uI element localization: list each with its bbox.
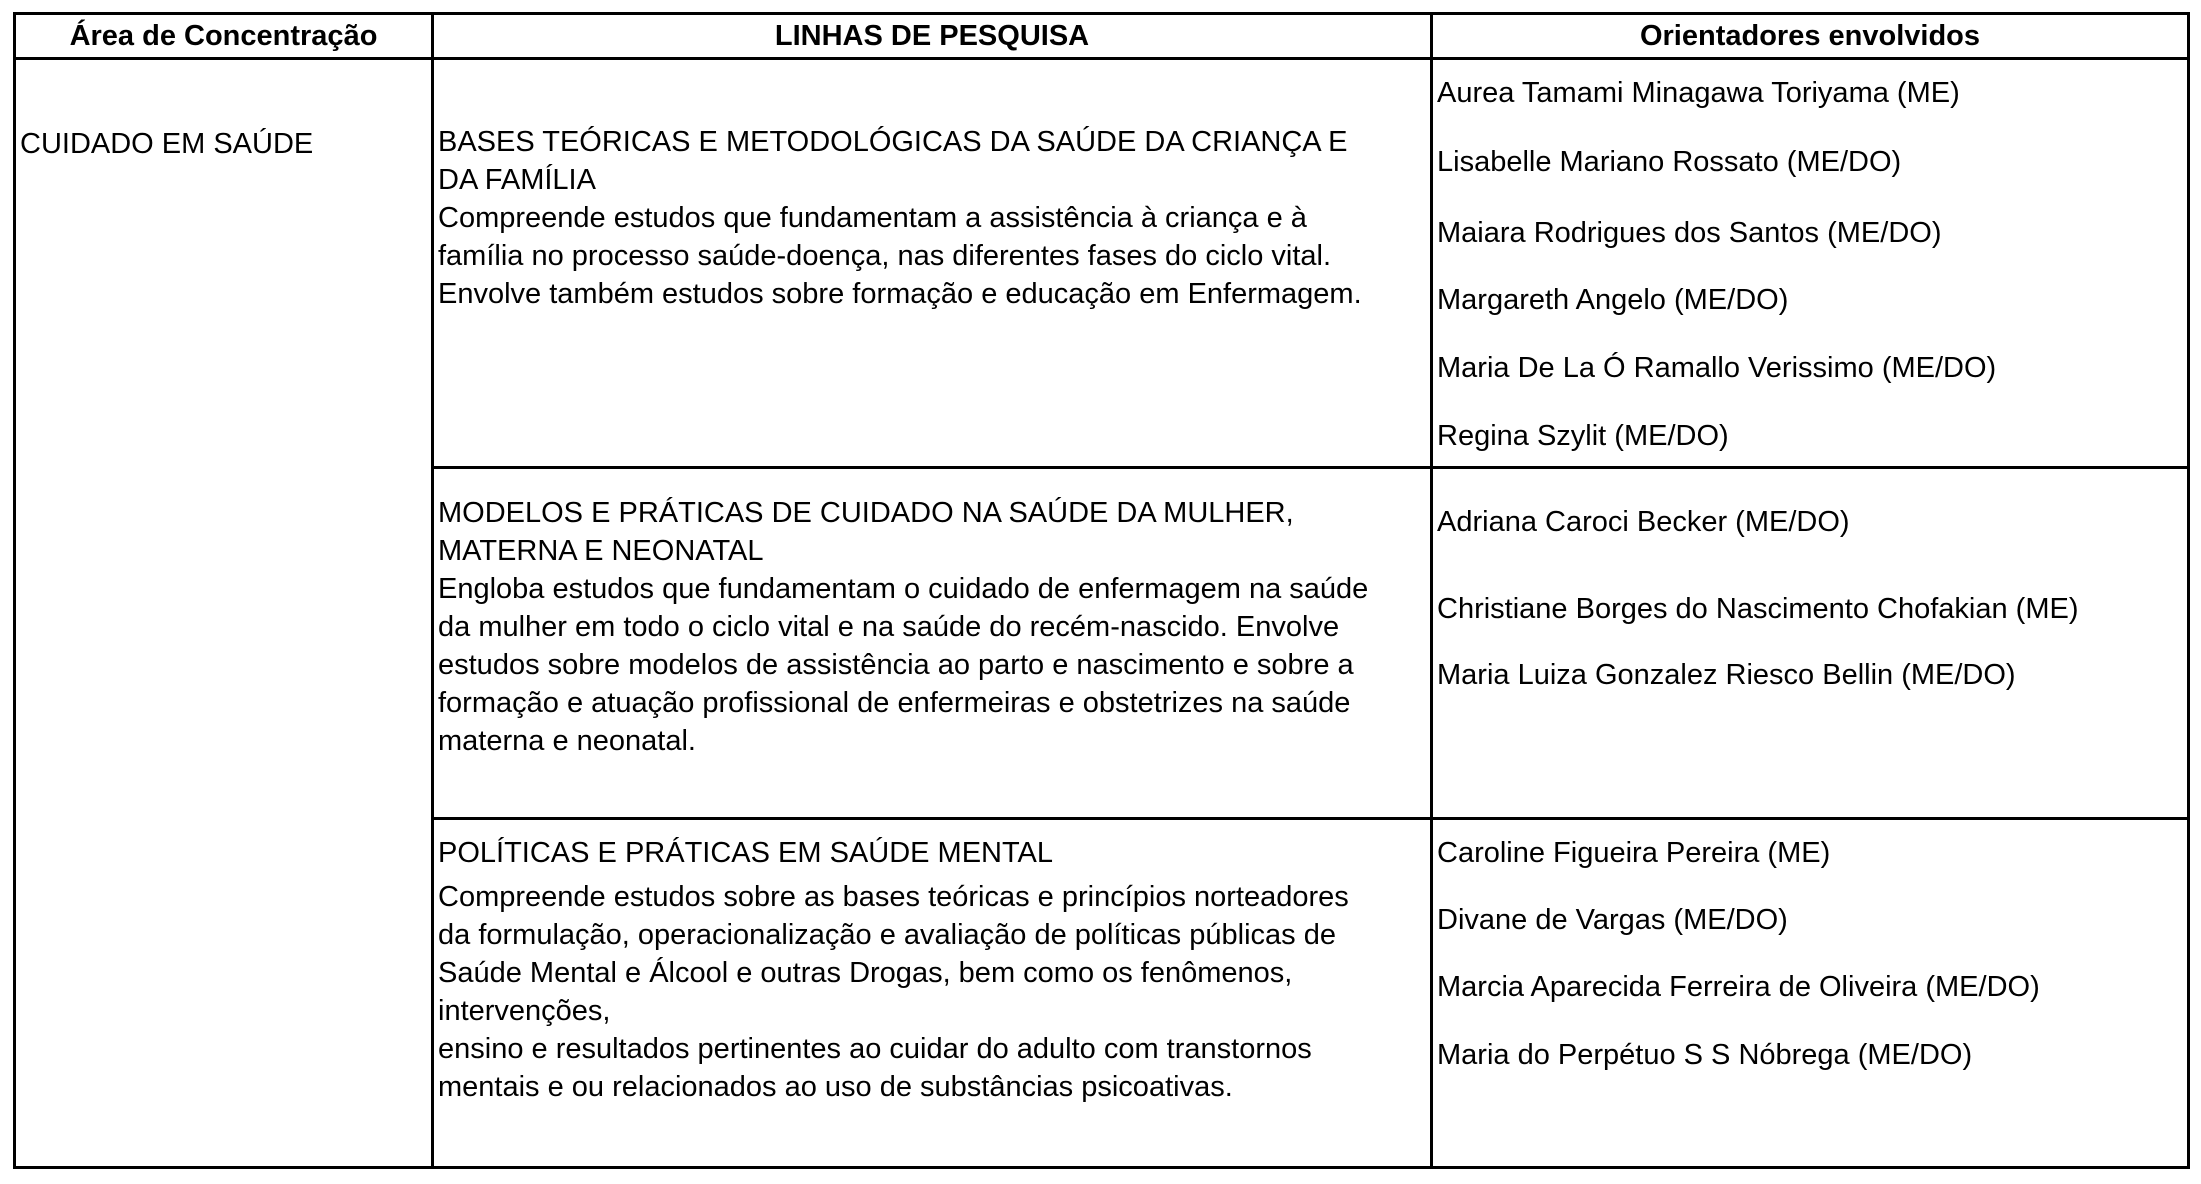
row-2-description-line: Engloba estudos que fundamentam o cuidado de enfermagem na saúde (438, 573, 1369, 605)
header-area: Área de Concentração (69, 19, 378, 52)
row-2-description-line: materna e neonatal. (438, 725, 696, 757)
row-divider-1 (431, 466, 2190, 469)
row-3-description-line: Compreende estudos sobre as bases teóricas e princípios norteadores (438, 881, 1349, 913)
column-divider-2 (1430, 12, 1433, 1169)
row-3-title-line: POLÍTICAS E PRÁTICAS EM SAÚDE MENTAL (438, 837, 1054, 869)
row-3-description-line: intervenções, (438, 995, 611, 1027)
advisor-name: Maria do Perpétuo S S Nóbrega (ME/DO) (1437, 1039, 1973, 1071)
table-border-bottom (13, 1166, 2190, 1169)
advisor-name: Marcia Aparecida Ferreira de Oliveira (ME/DO) (1437, 971, 2040, 1003)
row-2-description-line: da mulher em todo o ciclo vital e na saúde do recém-nascido. Envolve (438, 611, 1340, 643)
advisor-name: Margareth Angelo (ME/DO) (1437, 284, 1789, 316)
row-2-title-line: MATERNA E NEONATAL (438, 535, 764, 567)
header-orientadores: Orientadores envolvidos (1639, 19, 1981, 52)
row-1-description-line: família no processo saúde-doença, nas diferentes fases do ciclo vital. (438, 240, 1332, 272)
row-3-research-line (438, 834, 1349, 1106)
advisor-name: Christiane Borges do Nascimento Chofakian (ME) (1437, 593, 2079, 625)
area-value: CUIDADO EM SAÚDE (20, 128, 314, 160)
row-divider-2 (431, 817, 2190, 820)
advisor-name: Lisabelle Mariano Rossato (ME/DO) (1437, 146, 1902, 178)
row-3-description-line: mentais e ou relacionados ao uso de substâncias psicoativas. (438, 1071, 1233, 1103)
row-2-description-line: estudos sobre modelos de assistência ao parto e nascimento e sobre a (438, 649, 1354, 681)
row-3-description-line: Saúde Mental e Álcool e outras Drogas, bem como os fenômenos, (438, 957, 1293, 989)
advisor-name: Maria Luiza Gonzalez Riesco Bellin (ME/DO) (1437, 659, 2016, 691)
header-linhas: LINHAS DE PESQUISA (774, 19, 1090, 52)
row-2-title-line: MODELOS E PRÁTICAS DE CUIDADO NA SAÚDE DA MULHER, (438, 497, 1294, 529)
advisor-name: Adriana Caroci Becker (ME/DO) (1437, 506, 1850, 538)
row-1-title-line: DA FAMÍLIA (438, 164, 596, 196)
advisor-name: Maiara Rodrigues dos Santos (ME/DO) (1437, 217, 1942, 249)
row-1-title-line: BASES TEÓRICAS E METODOLÓGICAS DA SAÚDE DA CRIANÇA E (438, 126, 1348, 158)
row-1-description-line: Envolve também estudos sobre formação e educação em Enfermagem. (438, 278, 1362, 310)
advisor-name: Divane de Vargas (ME/DO) (1437, 904, 1788, 936)
row-1-description-line: Compreende estudos que fundamentam a assistência à criança e à (438, 202, 1307, 234)
column-divider-1 (431, 12, 434, 1169)
row-2-description-line: formação e atuação profissional de enfermeiras e obstetrizes na saúde (438, 687, 1351, 719)
advisor-name: Maria De La Ó Ramallo Verissimo (ME/DO) (1437, 352, 1997, 384)
advisor-name: Regina Szylit (ME/DO) (1437, 420, 1729, 452)
row-1-research-line (438, 123, 1362, 313)
advisor-name: Caroline Figueira Pereira (ME) (1437, 837, 1831, 869)
table-border-left (13, 12, 16, 1169)
row-3-description-line: ensino e resultados pertinentes ao cuidar do adulto com transtornos (438, 1033, 1312, 1065)
row-2-research-line (438, 494, 1368, 760)
row-3-description-line: da formulação, operacionalização e avaliação de políticas públicas de (438, 919, 1336, 951)
advisor-name: Aurea Tamami Minagawa Toriyama (ME) (1437, 77, 1960, 109)
table-border-right (2187, 12, 2190, 1169)
